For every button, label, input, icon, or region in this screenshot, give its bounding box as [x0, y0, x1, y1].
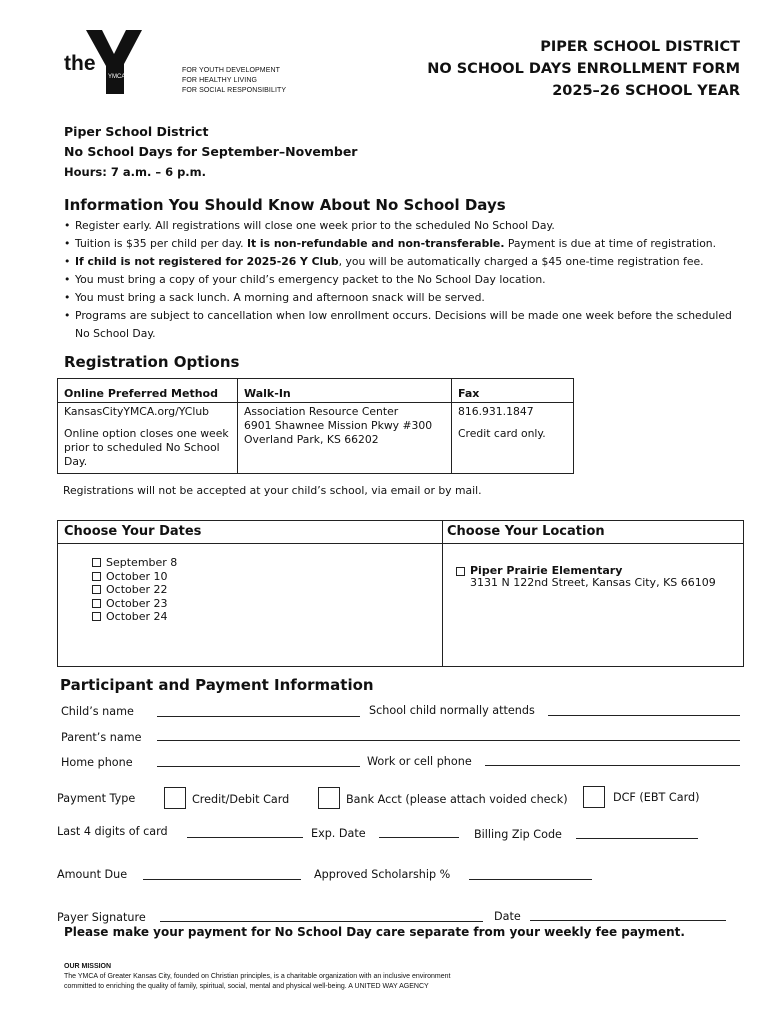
- date-option[interactable]: October 23: [92, 597, 177, 611]
- registration-table: [57, 378, 574, 474]
- home-phone-field[interactable]: [157, 766, 360, 767]
- date-option[interactable]: October 24: [92, 610, 177, 624]
- exp-date-label: Exp. Date: [311, 827, 366, 840]
- ymca-logo-icon: [84, 28, 144, 96]
- participant-heading: Participant and Payment Information: [60, 676, 374, 694]
- box-header-line: [57, 543, 744, 544]
- intro-period: No School Days for September–November: [64, 144, 358, 159]
- zip-label: Billing Zip Code: [474, 828, 562, 841]
- online-url[interactable]: KansasCityYMCA.org/YClub: [64, 405, 210, 418]
- location-address: 3131 N 122nd Street, Kansas City, KS 66109: [470, 576, 716, 589]
- payment-note: Please make your payment for No School Day care separate from your weekly fee payment.: [64, 925, 685, 939]
- exp-date-field[interactable]: [379, 837, 459, 838]
- walkin-street: 6901 Shawnee Mission Pkwy #300: [244, 419, 433, 432]
- date-option[interactable]: September 8: [92, 556, 177, 570]
- scholarship-label: Approved Scholarship %: [314, 868, 451, 881]
- child-name-label: Child’s name: [61, 705, 134, 718]
- online-cell: [58, 403, 238, 474]
- checkbox-icon[interactable]: [92, 612, 101, 621]
- walkin-name: Association Resource Center: [244, 405, 399, 418]
- logo-wordmark: the: [64, 52, 96, 75]
- bullet-sack-lunch: • You must bring a sack lunch. A morning and afternoon snack will be served.: [64, 289, 744, 307]
- col-walkin: Walk-In: [238, 379, 452, 403]
- scholarship-field[interactable]: [469, 879, 592, 880]
- fax-number: 816.931.1847: [458, 405, 534, 418]
- logo-ymca-text: YMCA: [108, 74, 126, 80]
- bullet-register: • Register early. All registrations will close one week prior to the scheduled No School Day.: [64, 217, 744, 235]
- checkbox-icon[interactable]: [92, 572, 101, 581]
- title-line-1: PIPER SCHOOL DISTRICT: [540, 39, 740, 55]
- child-name-field[interactable]: [157, 716, 360, 717]
- mission-text: The YMCA of Greater Kansas City, founded on Christian principles, is a charitable organization with an inclusive environment committed to enriching the quality of family, spiritual, social, mental and physical well-being. A UNITED WAY AGENCY: [64, 973, 451, 990]
- col-fax: Fax: [452, 379, 574, 403]
- school-label: School child normally attends: [369, 704, 535, 717]
- title-line-2: NO SCHOOL DAYS ENROLLMENT FORM: [427, 61, 740, 77]
- bullet-registration-fee: • If child is not registered for 2025-26 Y Club, you will be automatically charged a $45 one-time registration fee.: [64, 253, 744, 271]
- title-line-3: 2025–26 SCHOOL YEAR: [552, 83, 740, 99]
- last4-field[interactable]: [187, 837, 303, 838]
- date-field[interactable]: [530, 920, 726, 921]
- fax-cell: [452, 403, 574, 474]
- bullet-emergency-packet: • You must bring a copy of your child’s emergency packet to the No School Day location.: [64, 271, 744, 289]
- bullet-tuition: • Tuition is $35 per child per day. It is non-refundable and non-transferable. Payment is due at time of registration.: [64, 235, 744, 253]
- dcf-checkbox[interactable]: [583, 786, 605, 808]
- location-option[interactable]: [456, 565, 716, 589]
- mission-title: OUR MISSION: [64, 963, 112, 970]
- credit-card-checkbox[interactable]: [164, 787, 186, 809]
- checkbox-icon[interactable]: [92, 585, 101, 594]
- checkbox-icon[interactable]: [92, 558, 101, 567]
- date-label: Date: [494, 910, 521, 923]
- amount-due-field[interactable]: [143, 879, 301, 880]
- date-option[interactable]: October 22: [92, 583, 177, 597]
- online-note: Online option closes one week prior to scheduled No School Day.: [64, 427, 229, 468]
- form-title: [427, 36, 740, 102]
- location-heading: Choose Your Location: [447, 524, 605, 539]
- intro-block: [64, 122, 357, 182]
- logo-taglines: [182, 66, 286, 96]
- home-phone-label: Home phone: [61, 756, 133, 769]
- checkbox-icon[interactable]: [92, 599, 101, 608]
- dcf-label: DCF (EBT Card): [613, 791, 700, 804]
- tagline-3: FOR SOCIAL RESPONSIBILITY: [182, 87, 287, 94]
- fax-note: Credit card only.: [458, 427, 546, 440]
- dates-list: [92, 556, 177, 624]
- bullet-cancellation: • Programs are subject to cancellation when low enrollment occurs. Decisions will be made one week before the scheduled No School Day.: [64, 307, 744, 343]
- signature-field[interactable]: [160, 921, 483, 922]
- walkin-cell: [238, 403, 452, 474]
- signature-label: Payer Signature: [57, 911, 146, 924]
- info-heading: Information You Should Know About No School Days: [64, 196, 506, 214]
- dates-heading: Choose Your Dates: [64, 524, 202, 539]
- parent-name-label: Parent’s name: [61, 731, 142, 744]
- credit-card-label: Credit/Debit Card: [192, 793, 290, 806]
- last4-label: Last 4 digits of card: [57, 825, 168, 838]
- school-field[interactable]: [548, 715, 740, 716]
- work-phone-field[interactable]: [485, 765, 740, 766]
- registration-heading: Registration Options: [64, 353, 240, 371]
- col-online: Online Preferred Method: [58, 379, 238, 403]
- checkbox-icon[interactable]: [456, 567, 465, 576]
- bank-account-label: Bank Acct (please attach voided check): [346, 793, 568, 806]
- zip-field[interactable]: [576, 838, 698, 839]
- location-name: Piper Prairie Elementary: [470, 564, 623, 577]
- tagline-1: FOR YOUTH DEVELOPMENT: [182, 67, 281, 74]
- amount-due-label: Amount Due: [57, 868, 128, 881]
- info-bullets: [64, 217, 744, 343]
- bank-account-checkbox[interactable]: [318, 787, 340, 809]
- registration-note: Registrations will not be accepted at your child’s school, via email or by mail.: [63, 484, 482, 497]
- mission-block: [64, 962, 464, 992]
- intro-hours: Hours: 7 a.m. – 6 p.m.: [64, 165, 207, 179]
- date-option[interactable]: October 10: [92, 570, 177, 584]
- parent-name-field[interactable]: [157, 740, 740, 741]
- work-phone-label: Work or cell phone: [367, 755, 472, 768]
- intro-district: Piper School District: [64, 124, 209, 139]
- walkin-city: Overland Park, KS 66202: [244, 433, 379, 446]
- tagline-2: FOR HEALTHY LIVING: [182, 77, 258, 84]
- payment-type-label: Payment Type: [57, 792, 136, 805]
